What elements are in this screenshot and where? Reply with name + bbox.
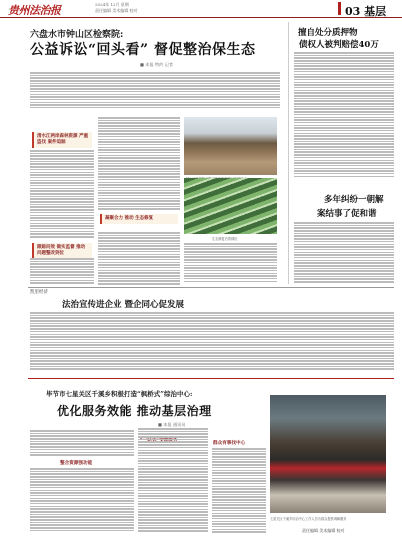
article1-sidebox-2: 跟踪问效 做实监督 推动问题整改到位 — [32, 243, 92, 259]
article1-lead — [30, 72, 280, 112]
article3-subhead-1: 整合资源强功能 — [60, 461, 93, 466]
article3-photo-mediation — [270, 395, 386, 513]
article1-photo-terraces — [184, 178, 277, 234]
article3-kicker: 毕节市七星关区千溪乡积极打造“枫桥式”综治中心: — [46, 390, 193, 398]
article1-col2 — [98, 117, 180, 212]
article2-kicker: 凯里经济 — [30, 290, 48, 295]
article3-subhead-3: 群众有事找中心 — [213, 441, 246, 446]
article3-col3 — [212, 448, 266, 534]
right-story2-title-line1: 多年纠纷一朝解 — [324, 195, 384, 205]
article1-sidebox-3: 凝聚合力 推动 生态修复 — [100, 214, 178, 224]
article2-title: 法治宣传进企业 暨企同心促发展 — [62, 300, 184, 310]
section-rule-2 — [28, 378, 394, 379]
right-story1-title-line1: 擅自处分质押物 — [298, 28, 358, 38]
article1-byline: ■ 本报 特约 记者 — [140, 62, 174, 67]
article1-sidebox-1: 清水江两岸森林资源 严重盗伐 案件追踪 — [32, 132, 92, 148]
article1-photo-forest — [184, 117, 277, 175]
right-story1-body — [294, 52, 394, 180]
article1-col3 — [184, 243, 277, 283]
article1-photo2-caption: 生态修复后的梯田 — [212, 237, 238, 241]
article1-title: 公益诉讼“回头看” 督促整治保生态 — [30, 42, 256, 58]
article3-col2 — [138, 428, 208, 534]
article1-col2b — [98, 232, 180, 286]
article1-kicker: 六盘水市钟山区检察院: — [30, 30, 124, 40]
article3-lead — [30, 430, 134, 458]
article1-col1b — [30, 258, 94, 286]
newspaper-logo: 贵州法治报 — [8, 4, 61, 17]
article3-title: 优化服务效能 推动基层治理 — [57, 404, 212, 418]
right-story2-body — [294, 222, 394, 286]
right-story2-title-line2: 案结事了促和谐 — [317, 209, 377, 219]
issue-date: 2024年 12月 星期 — [95, 2, 129, 7]
article3-photo-caption: 七星关区千溪乡综治中心工作人员为群众提供调解服务 — [270, 517, 347, 521]
article1-col1 — [30, 150, 94, 240]
column-divider — [288, 22, 289, 284]
page-number: 03 基层 — [345, 5, 387, 18]
right-story1-title-line2: 债权人被判赔偿40万 — [299, 40, 379, 50]
section-rule-1 — [28, 287, 394, 288]
article3-byline: ■ 本报 通讯员 — [158, 422, 186, 427]
article2-body — [30, 312, 394, 372]
article3-col1 — [30, 468, 134, 534]
page-number-bar — [338, 2, 341, 15]
editor-line: 责任编辑 美术编辑 校对 — [95, 8, 138, 13]
article3-editor: 责任编辑 美术编辑 校对 — [302, 528, 345, 533]
